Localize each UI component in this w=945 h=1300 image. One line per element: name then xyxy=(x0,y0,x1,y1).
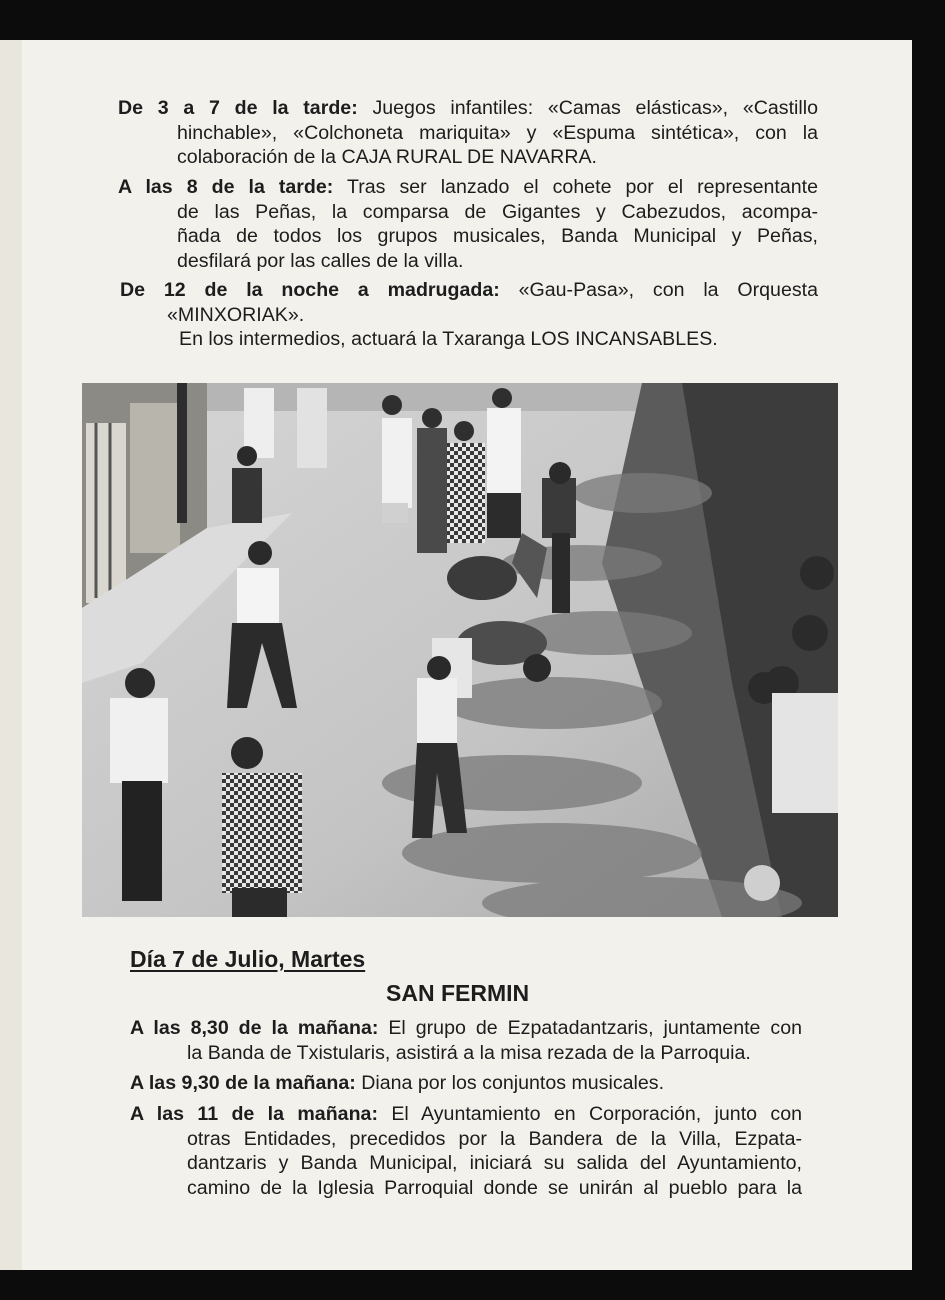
schedule-entry xyxy=(130,1071,802,1096)
schedule-entry xyxy=(130,1016,802,1065)
entry-time: A las 11 de la mañana: xyxy=(130,1103,378,1125)
entry-text: Tras ser lanzado el cohete por el representante xyxy=(346,176,819,198)
entry-text: colaboración de la CAJA RURAL DE NAVARRA. xyxy=(177,146,597,168)
entry-text: El grupo de Ezpatadantzaris, juntamente con xyxy=(388,1017,802,1039)
schedule-entry xyxy=(118,96,818,170)
entry-text: Juegos infantiles: «Camas elásticas», «Castillo xyxy=(372,97,818,119)
entry-text: otras Entidades, precedidos por la Bandera de la Villa, Ezpata- xyxy=(187,1127,802,1150)
entry-text: de las Peñas, la comparsa de Gigantes y Cabezudos, acompa- xyxy=(177,200,818,223)
entry-text: «MINXORIAK». xyxy=(167,303,305,326)
program-page xyxy=(22,40,912,1270)
entry-text: hinchable», «Colchoneta mariquita» y «Espuma sintética», con la xyxy=(177,121,818,144)
entry-text: desfilará por las calles de la villa. xyxy=(177,249,464,272)
entry-time: A las 9,30 de la mañana: xyxy=(130,1072,356,1094)
entry-text: En los intermedios, actuará la Txaranga LOS INCANSABLES. xyxy=(179,328,718,350)
entry-text: dantzaris y Banda Municipal, iniciará su salida del Ayuntamiento, xyxy=(187,1152,802,1174)
entry-time: A las 8 de la tarde: xyxy=(118,176,334,198)
entry-text: la Banda de Txistularis, asistirá a la misa rezada de la Parroquia. xyxy=(187,1041,751,1064)
schedule-entry xyxy=(120,278,818,352)
entry-text: «Gau-Pasa», con la Orquesta xyxy=(518,279,818,301)
entry-text: El Ayuntamiento en Corporación, junto con xyxy=(391,1103,802,1125)
schedule-entry xyxy=(130,1102,802,1200)
entry-time: De 3 a 7 de la tarde: xyxy=(118,97,358,119)
entry-text: Diana por los conjuntos musicales. xyxy=(361,1072,665,1094)
entry-text: camino de la Iglesia Parroquial donde se unirán al pueblo para la xyxy=(187,1176,802,1199)
entry-time: De 12 de la noche a madrugada: xyxy=(120,279,500,301)
saint-day-heading: SAN FERMIN xyxy=(386,980,530,1006)
day-heading: Día 7 de Julio, Martes xyxy=(130,946,366,972)
schedule-entry xyxy=(118,175,818,273)
entry-time: A las 8,30 de la mañana: xyxy=(130,1017,379,1039)
entry-text: ñada de todos los grupos musicales, Banda Municipal y Peñas, xyxy=(177,225,818,247)
street-event-photo xyxy=(82,383,838,917)
facing-page-edge xyxy=(0,40,22,1270)
